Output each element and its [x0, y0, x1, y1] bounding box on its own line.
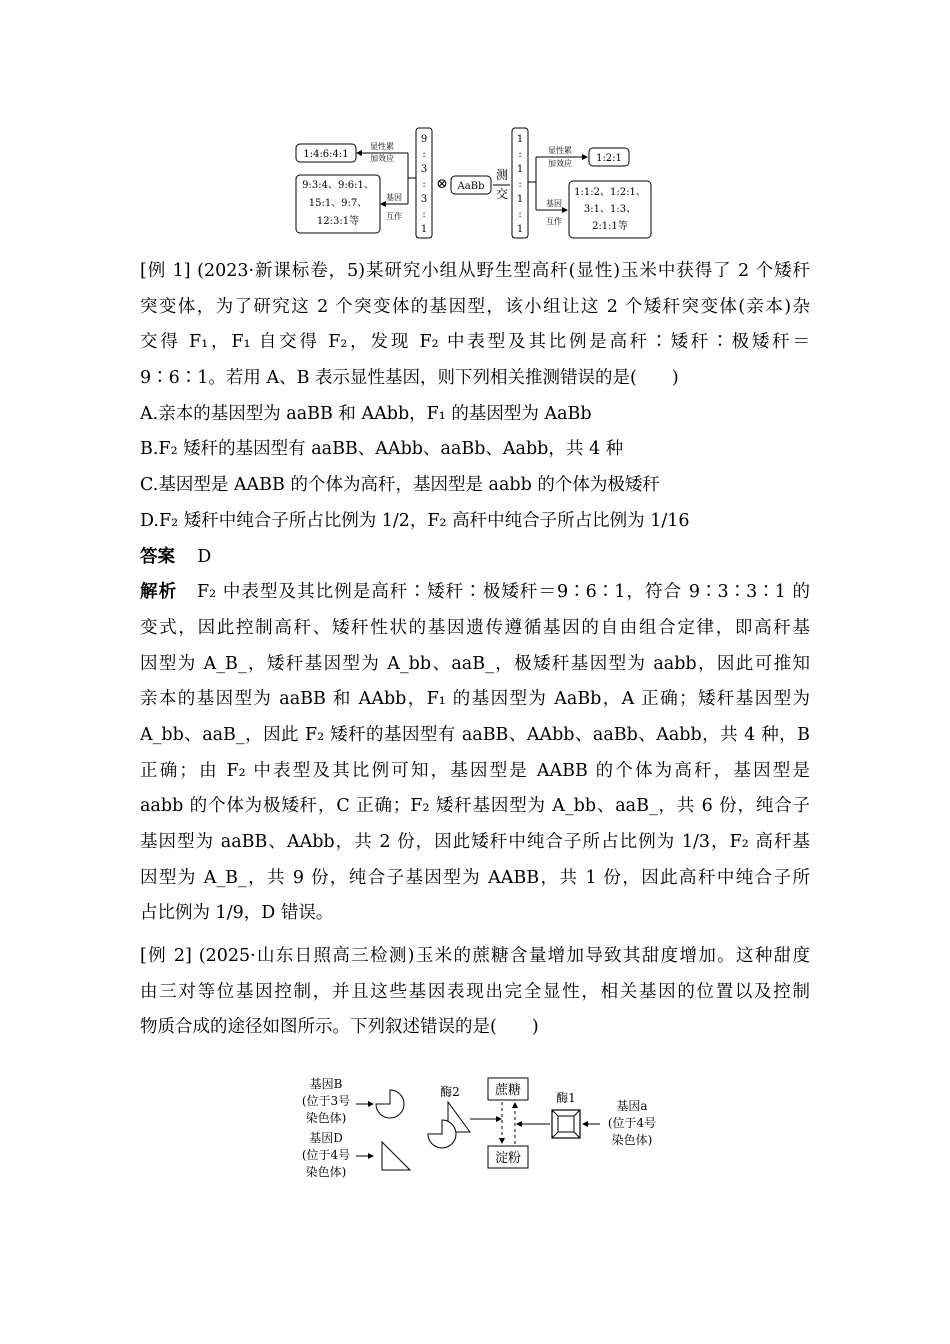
option-d: D.F₂ 矮秆中纯合子所占比例为 1/2，F₂ 高秆中纯合子所占比例为 1/16 — [140, 510, 690, 531]
right-top-arrowhead — [582, 154, 588, 160]
sucrose-to-starch-arrowhead — [499, 1138, 505, 1144]
gene-d-arrowhead — [368, 1153, 374, 1159]
analysis-line: 因型为 A_B_，共 9 份，纯合子基因型为 AABB，共 1 份，因此高秆中纯合子所 — [140, 867, 810, 888]
testcross-char-1: 测 — [495, 168, 509, 182]
gene-b-label-2: (位于3号 — [301, 1094, 351, 1108]
enzyme-b-subunit-shape — [376, 1090, 404, 1118]
analysis-line: 变式，因此控制高秆、矮秆性状的基因遗传遵循基因的自由组合定律，即高秆基 — [140, 617, 810, 638]
gene-d-label-2: (位于4号 — [301, 1148, 351, 1162]
answer-line — [140, 540, 810, 576]
analysis-label: 解析 — [140, 582, 178, 603]
right-bottom-label-1: 基因 — [546, 199, 562, 208]
gene-a-label-2: (位于4号 — [607, 1116, 657, 1130]
ratio-1111-c1: 1 — [516, 134, 524, 145]
enzyme-1-inner-square — [558, 1116, 574, 1132]
analysis-line: A_bb、aaB_，因此 F₂ 矮秆的基因型有 aaBB、AAbb、aaBb、Aabb，共 4 种，B — [140, 724, 810, 745]
example-2-stem-line: [例 2] (2025·山东日照高三检测)玉米的蔗糖含量增加导致其甜度增加。这种甜度 — [140, 946, 810, 966]
ratio-1111-c2: : — [518, 149, 522, 160]
left-top-box-text: 1:4:6:4:1 — [303, 149, 349, 160]
example-2-stem-line: 物质合成的途径如图所示。下列叙述错误的是( ) — [140, 1017, 539, 1038]
ratio-9331-c1: 9 — [420, 134, 428, 145]
left-bottom-box-text-1: 9:3:4、9:6:1、 — [302, 180, 374, 191]
ratio-9331-c3: 3 — [420, 164, 428, 175]
ratio-1111-c4: : — [518, 179, 522, 190]
right-top-label-2: 加效应 — [548, 159, 572, 168]
example-2-stem-line: 由三对等位基因控制，并且这些基因表现出完全显性，相关基因的位置以及控制 — [140, 981, 810, 1002]
example-2-block — [140, 939, 810, 1046]
genotype-text: AaBb — [457, 181, 485, 192]
left-bottom-box-text-2: 15:1、9:7、 — [308, 198, 368, 209]
example-1-stem-line: 交得 F₁，F₁ 自交得 F₂，发现 F₂ 中表型及其比例是高秆∶矮秆∶极矮秆＝ — [140, 332, 810, 353]
starch-to-sucrose-arrowhead — [512, 1102, 518, 1108]
analysis-line: 因型为 A_B_，矮秆基因型为 A_bb、aaB_，极矮秆基因型为 aabb，因此可推知 — [140, 653, 810, 674]
answer-label: 答案 — [140, 546, 175, 567]
right-bottom-box-text-1: 1:1:2、1:2:1、 — [574, 187, 646, 198]
ratio-9331-c7: 1 — [420, 224, 428, 235]
gene-a-label-1: 基因a — [616, 1099, 648, 1113]
ratio-9331-c5: 3 — [420, 194, 428, 205]
ratio-9331-c6: : — [422, 209, 426, 220]
enzyme-2-pacman — [428, 1120, 456, 1148]
right-bottom-label-2: 互作 — [546, 217, 562, 226]
gene-d-label-1: 基因D — [309, 1131, 343, 1145]
right-bottom-box-text-3: 2:1:1等 — [592, 221, 628, 232]
right-bottom-box-text-2: 3:1、1:3、 — [583, 204, 637, 215]
gene-b-arrowhead — [368, 1101, 374, 1107]
right-top-label-1: 显性累 — [548, 146, 572, 155]
gene-b-label-3: 染色体) — [305, 1111, 347, 1125]
ratio-9331-c4: : — [422, 179, 426, 190]
analysis-line: 占比例为 1/9，D 错误。 — [140, 903, 334, 924]
gene-a-label-3: 染色体) — [611, 1133, 653, 1147]
enzyme-1-arrowhead — [516, 1121, 522, 1127]
example-1-block — [140, 254, 810, 932]
analysis-first-line — [140, 575, 810, 611]
ratio-1111-c5: 1 — [516, 194, 524, 205]
example-1-stem-line: [例 1] (2023·新课标卷，5)某研究小组从野生型高秆(显性)玉米中获得了 2 个矮秆 — [140, 261, 810, 281]
self-cross-symbol: ⊗ — [436, 176, 448, 192]
answer-value: D — [197, 546, 212, 567]
option-c: C.基因型是 AABB 的个体为高秆，基因型是 aabb 的个体为极矮秆 — [140, 475, 660, 496]
option-a: A.亲本的基因型为 aaBB 和 AAbb，F₁ 的基因型为 AaBb — [140, 403, 592, 424]
right-top-box-text: 1:2:1 — [596, 153, 622, 164]
analysis-line: 基因型为 aaBB、AAbb，共 2 份，因此矮秆中纯合子所占比例为 1/3，F₂ 高秆基 — [140, 832, 810, 852]
sucrose-label: 蔗糖 — [494, 1083, 522, 1098]
example-1-stem-line: 突变体，为了研究这 2 个突变体的基因型，该小组让这 2 个矮秆突变体(亲本)杂 — [140, 296, 810, 317]
ratio-1111-c3: 1 — [516, 164, 524, 175]
gene-d-label-3: 染色体) — [305, 1165, 347, 1179]
left-bottom-label-1: 基因 — [386, 193, 402, 202]
analysis-line: 亲本的基因型为 aaBB 和 AAbb，F₁ 的基因型为 AaBb，A 正确；矮秆基因型为 — [140, 689, 810, 710]
gene-b-label-1: 基因B — [309, 1077, 343, 1091]
pathway-diagram — [290, 1072, 670, 1187]
left-bottom-label-2: 互作 — [386, 212, 402, 221]
ratio-9331-c2: : — [422, 149, 426, 160]
starch-label: 淀粉 — [494, 1151, 522, 1166]
analysis-line: 正确；由 F₂ 中表型及其比例可知，基因型是 AABB 的个体为高秆，基因型是 — [140, 760, 810, 781]
analysis-line: F₂ 中表型及其比例是高秆∶矮秆∶极矮秆＝9∶6∶1，符合 9∶3∶3∶1 的 — [197, 582, 810, 603]
option-b: B.F₂ 矮秆的基因型有 aaBB、AAbb、aaBb、Aabb，共 4 种 — [140, 439, 624, 460]
enzyme-1-label: 酶1 — [556, 1091, 576, 1105]
enzyme-2-label: 酶2 — [440, 1085, 460, 1099]
analysis-line: aabb 的个体为极矮秆，C 正确；F₂ 矮秆基因型为 A_bb、aaB_，共 6 份，纯合子 — [140, 796, 810, 817]
left-top-label-1: 显性累 — [370, 142, 394, 151]
ratio-1111-c7: 1 — [516, 224, 524, 235]
left-bottom-box-text-3: 12:3:1等 — [316, 216, 360, 227]
gene-a-arrowhead — [582, 1121, 588, 1127]
testcross-char-2: 交 — [495, 187, 509, 201]
right-bottom-arrowhead — [562, 207, 568, 213]
enzyme-d-subunit-shape — [382, 1142, 410, 1170]
left-top-arrowhead — [356, 150, 362, 156]
example-1-stem-line: 9∶6∶1。若用 A、B 表示显性基因，则下列相关推测错误的是( ) — [140, 368, 679, 389]
ratio-1111-c6: : — [518, 209, 522, 220]
ratio-diagram — [290, 124, 660, 242]
enzyme-2-arrowhead — [496, 1116, 502, 1122]
left-top-label-2: 加效应 — [370, 154, 394, 163]
